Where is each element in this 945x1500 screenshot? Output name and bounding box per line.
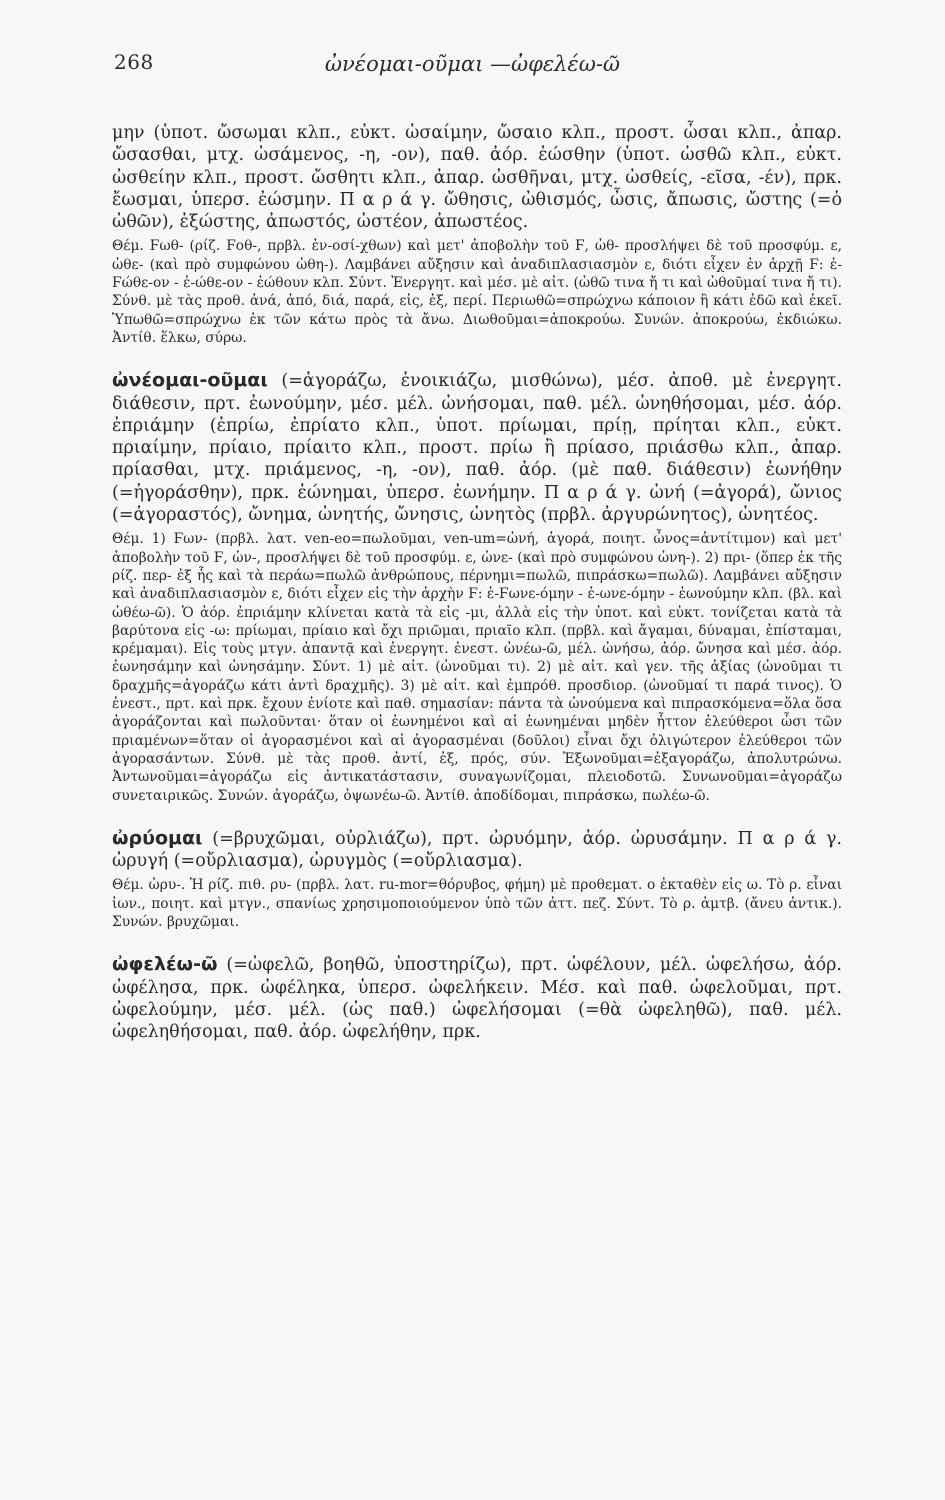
entry-definition (112, 827, 842, 873)
running-title: ὠνέομαι-οῦμαι —ὠφελέω-ῶ (324, 52, 621, 76)
entry-definition-text: (=βρυχῶμαι, οὐρλιάζω), πρτ. ὠρυόμην, ἀόρ. ὠρυσάμην. Π α ρ ά γ. ὠρυγή (=οὔρλιασμα), ὠρυγμὸς (=οὔρλιασμα). (112, 828, 842, 872)
page-body (112, 122, 842, 1043)
entry-headword: ὠνέομαι-οῦμαι (112, 369, 268, 392)
entry-definition-text: (=ἀγοράζω, ἐνοικιάζω, μισθώνω), μέσ. ἀποθ. μὲ ἐνεργητ. διάθεσιν, πρτ. ἐωνούμην, μέσ. μέλ. ὠνήσομαι, παθ. μέλ. ὠνηθήσομαι, μέσ. ἀόρ. ἐπριάμην (ἐπρίω, ἐπρίατο κλπ., ὑποτ. πρίωμαι, πρίῃ, πρίηται κλπ., εὐκτ. πριαίμην, πρίαιο, πρίαιτο κλπ., προστ. πρίω ἢ πρίασο, πριάσθω κλπ., ἀπαρ. πρίασθαι, μτχ. πριάμενος, -η, -ον), παθ. ἀόρ. (μὲ παθ. διάθεσιν) ἐωνήθην (=ἠγοράσθην), πρκ. ἐώνημαι, ὑπερσ. ἐωνήμην. Π α ρ ά γ. ὠνή (=ἀγορά), ὤνιος (=ἀγοραστός), ὤνημα, ὠνητής, ὤνησις, ὠνητὸς (πρβλ. ἀργυρώνητος), ὠνητέος. (112, 371, 842, 526)
entry-ofeleo (112, 953, 842, 1043)
entry-headword: ὠρύομαι (112, 826, 203, 849)
entry-headword: ὠφελέω-ῶ (112, 953, 218, 976)
page-number: 268 (114, 50, 154, 74)
entry-continuation (112, 122, 842, 347)
entry-oryomai (112, 827, 842, 931)
entry-definition (112, 953, 842, 1043)
entry-etymology: Θέμ. ὠρυ-. Ἡ ρίζ. πιθ. ρυ- (πρβλ. λατ. ru-mor=θόρυβος, φήμη) μὲ προθεματ. ο ἐκταθὲν εἰς ω. Τὸ ρ. εἶναι ἰων., ποιητ. καὶ μτγν., σπανίως χρησιμοποιούμενον ὑπὸ τῶν ἀττ. πεζ. Σύντ. Τὸ ρ. ἀμτβ. (ἄνευ ἀντικ.). Συνών. βρυχῶμαι. (112, 877, 842, 930)
entry-etymology: Θέμ. Ϝωθ- (ρίζ. Ϝοθ-, πρβλ. ἐν-οσί-χθων) καὶ μετ' ἀποβολὴν τοῦ Ϝ, ὠθ- προσλήψει δὲ τοῦ προσφύμ. ε, ὠθε- (καὶ πρὸ συμφώνου ὠθη-). Λαμβάνει αὔξησιν καὶ ἀναδιπλασιασμὸν ε, διότι εἶχεν ἐν ἀρχῇ Ϝ: ἐ-Ϝώθε-ον - ἐ-ώθε-ον - ἐώθουν κλπ. Σύντ. Ἐνεργητ. καὶ μέσ. μὲ αἰτ. (ὠθῶ τινα ἤ τι καὶ ὠθοῦμαί τινα ἤ τι). Σύνθ. μὲ τὰς προθ. ἀνά, ἀπό, διά, παρά, εἰς, ἐξ, περί. Περιωθῶ=σπρώχνω κάποιον ἢ κάτι ἐδῶ καὶ ἐκεῖ. Ὑπωθῶ=σπρώχνω ἐκ τῶν κάτω πρὸς τὰ ἄνω. Διωθοῦμαι=ἀποκρούω. Συνών. ἀποκρούω, ἐκδιώκω. Ἀντίθ. ἕλκω, σύρω. (112, 238, 842, 346)
entry-etymology: Θέμ. 1) Ϝων- (πρβλ. λατ. ven-eo=πωλοῦμαι, ven-um=ὠνή, ἀγορά, ποιητ. ὦνος=ἀντίτιμον) καὶ μετ' ἀποβολὴν τοῦ Ϝ, ὠν-, προσλήψει δὲ τοῦ προσφύμ. ε, ὠνε- (καὶ πρὸ συμφώνου ὠνη-). 2) πρι- (ὅπερ ἐκ τῆς ρίζ. περ- ἐξ ἧς καὶ τὰ περάω=πωλῶ ἀνθρώπους, πέρνημι=πωλῶ, πιπράσκω=πωλῶ). Λαμβάνει αὔξησιν καὶ ἀναδιπλασιασμὸν ε, διότι εἶχεν εἰς τὴν ἀρχὴν Ϝ: ἐ-Ϝωνε-όμην - ἐ-ωνε-όμην - ἐωνούμην κλπ. (βλ. καὶ ὠθέω-ῶ). Ὁ ἀόρ. ἐπριάμην κλίνεται κατὰ τὰ εἰς -μι, ἀλλὰ εἰς τὴν ὑποτ. καὶ εὐκτ. τονίζεται κατὰ τὰ βαρύτονα εἰς -ω: πρίωμαι, πρίαιο καὶ ὄχι πριῶμαι, πριαῖο κλπ. (πρβλ. καὶ ἄγαμαι, δύναμαι, ἐπίσταμαι, κρέμαμαι). Εἰς τοὺς μτγν. ἀπαντᾷ καὶ ἐνεργητ. ἐνεστ. ὠνέω-ῶ, μέλ. ὠνήσω, ἀόρ. ὤνησα καὶ μέσ. ἀόρ. ἐωνησάμην καὶ ὠνησάμην. Σύντ. 1) μὲ αἰτ. (ὠνοῦμαι τι). 2) μὲ αἰτ. καὶ γεν. τῆς ἀξίας (ὠνοῦμαι τι δραχμῆς=ἀγοράζω κάτι ἀντὶ δραχμῆς). 3) μὲ αἰτ. καὶ ἐμπρόθ. προσδιορ. (ὠνοῦμαί τι παρά τινος). Ὁ ἐνεστ., πρτ. καὶ πρκ. ἔχουν ἐνίοτε καὶ παθ. σημασίαν: πάντα τὰ ὠνούμενα καὶ πιπρασκόμενα=ὅλα ὅσα ἀγοράζονται καὶ πωλοῦνται· ὅταν οἱ ἐωνημένοι καὶ αἱ ἐωνημέναι μηδὲν ἧττον ἐλεύθεροι ὦσι τῶν πριαμένων=ὅταν οἱ ἀγορασμένοι καὶ αἱ ἀγορασμέναι (δοῦλοι) εἶναι ὄχι ὀλιγώτερον ἐλεύθεροι τῶν ἀγορασάντων. Σύνθ. μὲ τὰς προθ. ἀντί, ἐξ, πρός, σύν. Ἐξωνοῦμαι=ἐξαγοράζω, ἀπολυτρώνω. Ἀντωνοῦμαι=ἀγοράζω εἰς ἀντικατάστασιν, συναγωνίζομαι, πλειοδοτῶ. Συνωνοῦμαι=ἀγοράζω συνεταιρικῶς. Συνών. ἀγοράζω, ὀψωνέω-ῶ. Ἀντίθ. ἀποδίδομαι, πιπράσκω, πωλέω-ῶ. (112, 531, 842, 804)
entry-oneomai (112, 369, 842, 805)
entry-definition-text: (=ὠφελῶ, βοηθῶ, ὑποστηρίζω), πρτ. ὠφέλουν, μέλ. ὠφελήσω, ἀόρ. ὠφέλησα, πρκ. ὠφέληκα, ὑπερσ. ὠφελήκειν. Μέσ. καὶ παθ. ὠφελοῦμαι, πρτ. ὠφελούμην, μέσ. μέλ. (ὡς παθ.) ὠφελήσομαι (=θὰ ὠφεληθῶ), παθ. μέλ. ὠφεληθήσομαι, παθ. ἀόρ. ὠφελήθην, πρκ. (112, 955, 842, 1043)
entry-definition: μην (ὑποτ. ὤσωμαι κλπ., εὐκτ. ὠσαίμην, ὤσαιο κλπ., προστ. ὦσαι κλπ., ἀπαρ. ὤσασθαι, μτχ. ὠσάμενος, -η, -ον), παθ. ἀόρ. ἐώσθην (ὑποτ. ὠσθῶ κλπ., εὐκτ. ὠσθείην κλπ., προστ. ὤσθητι κλπ., ἀπαρ. ὠσθῆναι, μτχ. ὠσθείς, -εῖσα, -έν), πρκ. ἔωσμαι, ὑπερσ. ἐώσμην. Π α ρ ά γ. ὤθησις, ὠθισμός, ὦσις, ἄπωσις, ὤστης (=ὁ ὠθῶν), ἐξώστης, ἀπωστός, ὠστέον, ἀπωστέος. (112, 123, 842, 233)
entry-definition (112, 369, 842, 526)
